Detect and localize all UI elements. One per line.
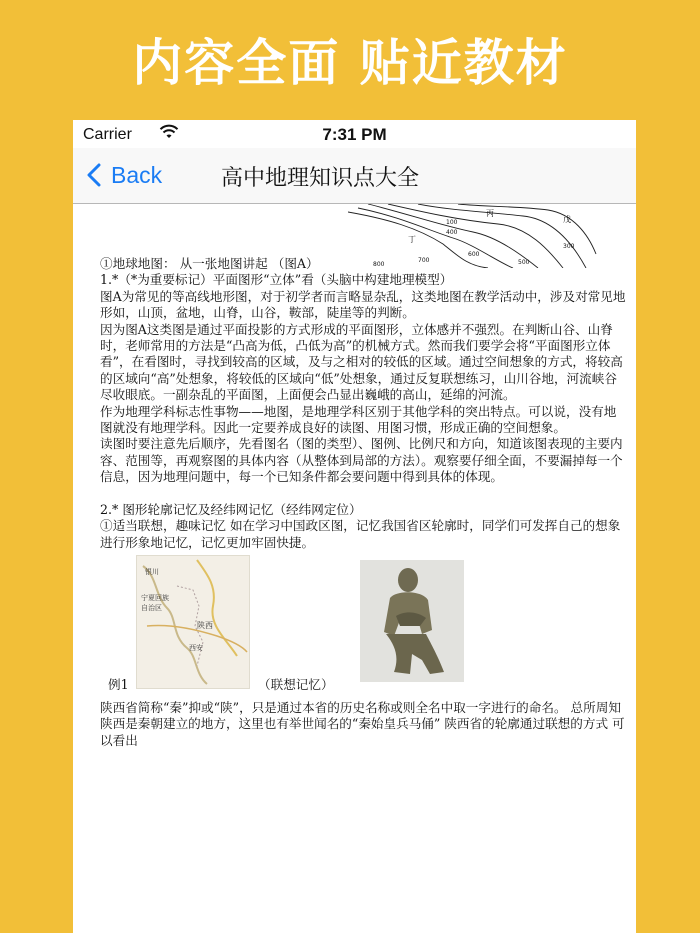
article-scroll-area[interactable] (73, 204, 636, 933)
page-title: 高中地理知识点大全 (221, 166, 420, 191)
shaanxi-map-image (136, 555, 250, 689)
phone-screen (73, 120, 636, 933)
map-contour-label: 800 (373, 261, 385, 268)
map-label-wu: 戊 (563, 215, 571, 224)
map-fig-label: 陕西 (197, 620, 213, 630)
article-body (100, 256, 628, 749)
map-contour-label: 300 (563, 243, 575, 250)
carrier-label: Carrier (83, 126, 132, 143)
navigation-bar (73, 148, 636, 204)
shaanxi-map-graphic (137, 556, 249, 688)
map-label-ding: 丁 (408, 235, 416, 244)
article-line: 1.*（*为重要标记）平面图形“立体”看（头脑中构建地理模型） (100, 272, 453, 288)
article-line: 2.* 图形轮廓记忆及经纬网记忆（经纬网定位） (100, 501, 362, 517)
article-line: 图A为常见的等高线地形图，对于初学者而言略显杂乱，这类地图在教学活动中，涉及对常见地形如，山顶，盆地，山脊，山谷，鞍部，陡崖等的判断。 (100, 288, 626, 321)
figure-row (100, 555, 628, 700)
example-label: 例1 (108, 676, 129, 692)
back-label: Back (111, 161, 163, 188)
article-line: ①地球地图： 从一张地图讲起 （图A） (100, 256, 319, 271)
map-contour-label: 500 (518, 259, 530, 266)
article-line: ①适当联想，趣味记忆 如在学习中国政区图，记忆我国省区轮廓时，同学们可发挥自己的想象进行形象地记忆，记忆更加牢固快捷。 (100, 518, 621, 550)
map-label-bing: 丙 (486, 209, 494, 218)
article-line: 作为地理学科标志性事物——地图，是地理学科区别于其他学科的突出特点。可以说，没有地图就没有地理学科。因此一定要养成良好的读图、用图习惯，形成正确的空间想象。 (100, 403, 617, 436)
status-bar (73, 120, 636, 148)
map-fig-label: 自治区 (141, 603, 162, 612)
clock: 7:31 PM (322, 125, 387, 144)
promo-banner: 内容全面 贴近教材 (132, 34, 568, 92)
map-contour-label: 700 (418, 257, 430, 264)
map-fig-label: 银川 (145, 567, 159, 576)
map-fig-label: 西安 (189, 643, 203, 652)
chevron-left-icon (87, 163, 101, 187)
back-button[interactable] (87, 160, 162, 190)
map-contour-label: 100 (446, 219, 458, 226)
terracotta-figure-image (360, 560, 464, 682)
map-contour-label: 400 (446, 229, 458, 236)
terracotta-warrior-graphic (360, 560, 464, 682)
article-line: 陕西省简称“秦”抑或“陕”，只是通过本省的历史名称或则全名中取一字进行的命名。 总所周知 陕西是秦朝建立的地方，这里也有举世闻名的“秦始皇兵马俑” 陕西省的轮廓通过联想的方式 可以看出 (100, 699, 625, 748)
map-contour-label: 600 (468, 251, 480, 258)
map-fig-label: 宁夏回族 (141, 593, 169, 602)
article-line: 因为图A这类图是通过平面投影的方式形成的平面图形，立体感并不强烈。在判断山谷、山脊时，老师常用的方法是“凸高为低，凸低为高”的机械方式。然而我们要学会将“平面图形立体看”，在看图时，寻找到较高的区域，及与之相对的较低的区域。通过空间想象的方式，将较高的区域向“高”处想象，将较低的区域向“低”处想象，通过反复联想练习，山川谷地，河流峡谷尽收眼底。一副杂乱的平面图，上面便会凸显出巍峨的高山，延绵的河流。 (100, 321, 623, 403)
association-label: （联想记忆） (258, 676, 334, 692)
article-line: 读图时要注意先后顺序，先看图名（图的类型）、图例、比例尺和方向，知道该图表现的主要内容、范围等，再观察图的具体内容（从整体到局部的方法）。观察要仔细全面，不要漏掉每一个信息，因为地理问题中，每一个已知条件都会要问题中得到具体的体现。 (100, 436, 623, 485)
